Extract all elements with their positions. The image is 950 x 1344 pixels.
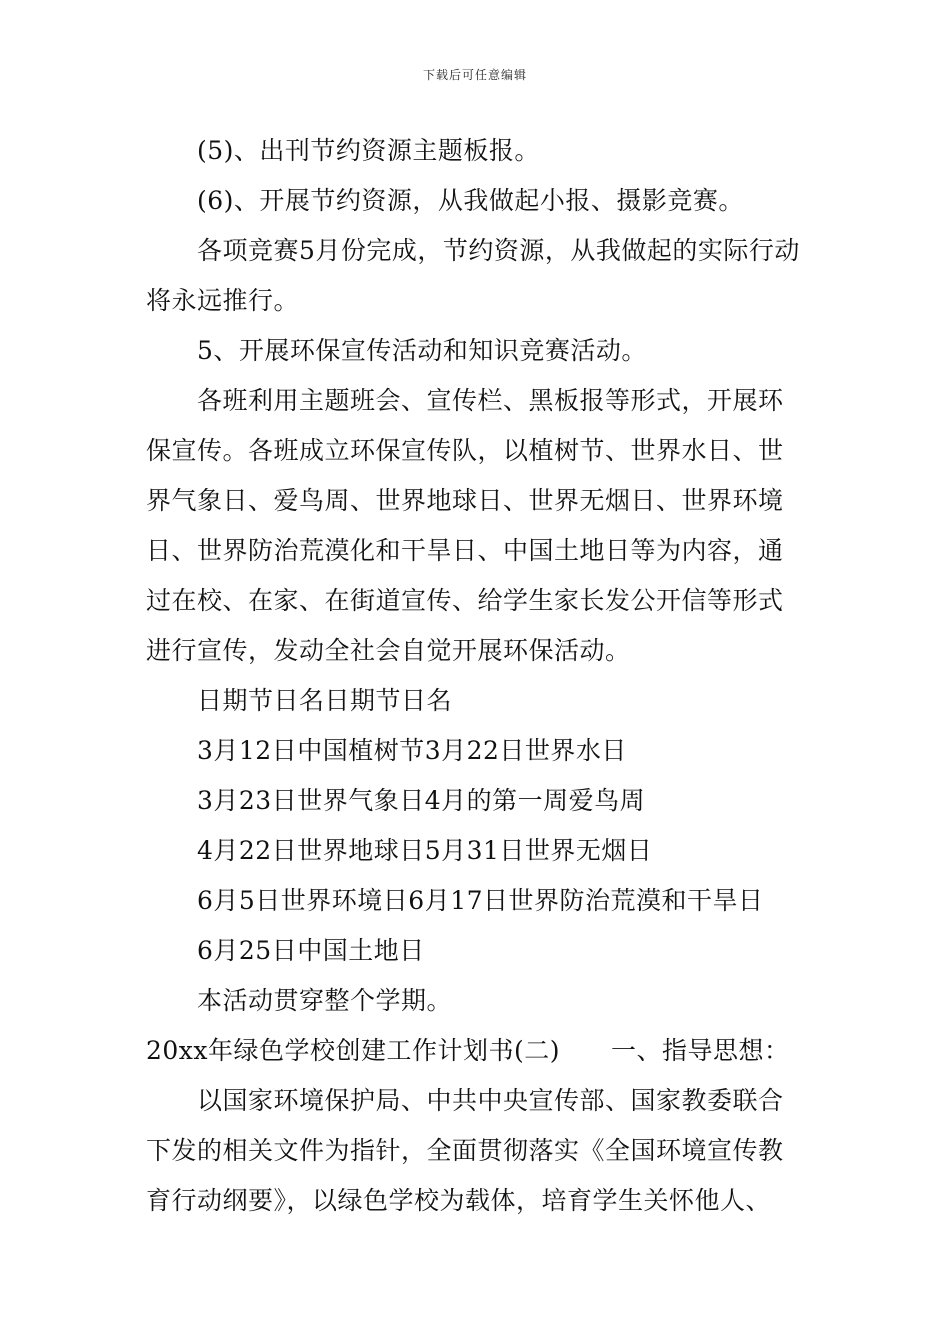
date-table-row: 3月23日世界气象日4月的第一周爱鸟周 (197, 786, 646, 815)
paragraph-line: 本活动贯穿整个学期。 (197, 986, 453, 1015)
paragraph-line: 界气象日、爱鸟周、世界地球日、世界无烟日、世界环境 (146, 486, 784, 515)
date-table-row: 4月22日世界地球日5月31日世界无烟日 (197, 836, 653, 865)
paragraph-line: 各班利用主题班会、宣传栏、黑板报等形式，开展环 (197, 386, 784, 415)
date-table-row: 6月5日世界环境日6月17日世界防治荒漠和干旱日 (197, 886, 764, 915)
paragraph-line: 进行宣传，发动全社会自觉开展环保活动。 (146, 636, 631, 665)
page-header: 下载后可任意编辑 (422, 68, 527, 82)
paragraph-line: 下发的相关文件为指针，全面贯彻落实《全国环境宣传教 (146, 1136, 784, 1165)
section-heading: 5、开展环保宣传活动和知识竞赛活动。 (197, 336, 647, 365)
paragraph-line: 以国家环境保护局、中共中央宣传部、国家教委联合 (197, 1086, 784, 1115)
paragraph-line: 将永远推行。 (146, 286, 300, 315)
paragraph-line: 育行动纲要》，以绿色学校为载体，培育学生关怀他人、 (146, 1186, 772, 1215)
paragraph-line: (6)、开展节约资源，从我做起小报、摄影竞赛。 (197, 186, 744, 215)
paragraph-line: 各项竞赛5月份完成，节约资源，从我做起的实际行动 (197, 236, 800, 265)
date-table-row: 6月25日中国土地日 (197, 936, 425, 965)
date-table-row: 3月12日中国植树节3月22日世界水日 (197, 736, 627, 765)
document-title: 20xx年绿色学校创建工作计划书(二) 一、指导思想： (146, 1036, 790, 1065)
paragraph-line: 过在校、在家、在街道宣传、给学生家长发公开信等形式 (146, 586, 784, 615)
date-table-header: 日期节日名日期节日名 (197, 686, 453, 715)
paragraph-line: 保宣传。各班成立环保宣传队，以植树节、世界水日、世 (146, 436, 784, 465)
paragraph-line: (5)、出刊节约资源主题板报。 (197, 136, 540, 165)
paragraph-line: 日、世界防治荒漠化和干旱日、中国土地日等为内容，通 (146, 536, 784, 565)
